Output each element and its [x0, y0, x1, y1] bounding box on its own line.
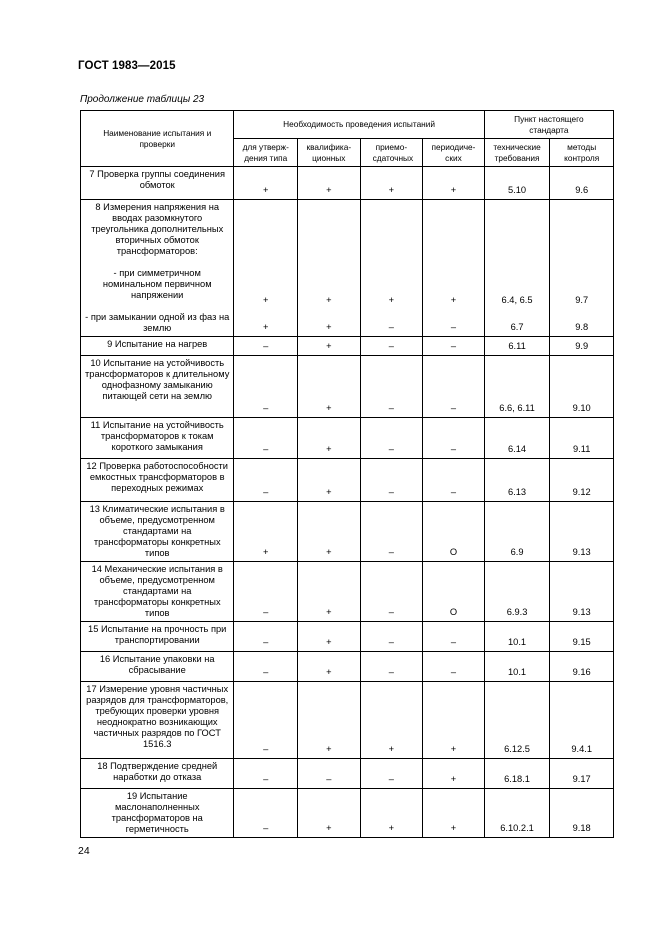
- tech-req-clause: 10.1: [484, 622, 550, 652]
- mark-qualification: –: [298, 759, 361, 789]
- mark-periodic: [423, 200, 485, 337]
- test-name: 13 Климатические испытания в объеме, предусмотренном стандартами на трансформаторы конкретных типов: [81, 502, 234, 562]
- page-number: 24: [78, 845, 90, 857]
- test-method-clause: 9.16: [550, 652, 614, 682]
- mark-type-approval: –: [234, 459, 298, 502]
- mark-periodic: –: [423, 337, 485, 356]
- test-name: 17 Измерение уровня частичных разрядов для трансформаторов, требующих проверки уровня неоднократно возникающих частичных разрядов по ГОСТ 1516.3: [81, 682, 234, 759]
- subitem-mark: –: [388, 322, 394, 332]
- mark-periodic: О: [423, 502, 485, 562]
- mark-type-approval: –: [234, 759, 298, 789]
- test-method-clause: [550, 200, 614, 337]
- document-code: ГОСТ 1983—2015: [78, 60, 176, 72]
- mark-periodic: –: [423, 622, 485, 652]
- test-name: 18 Подтверждение средней наработки до отказа: [81, 759, 234, 789]
- column-header-type-approval: для утверж-дения типа: [234, 139, 298, 167]
- table-row: [81, 682, 614, 759]
- mark-type-approval: –: [234, 418, 298, 459]
- mark-qualification: +: [298, 789, 361, 838]
- tech-req-clause: 6.11: [484, 337, 550, 356]
- test-method-clause: 9.18: [550, 789, 614, 838]
- table-row: [81, 562, 614, 622]
- test-name: [81, 200, 234, 337]
- tech-req-clause: 6.13: [484, 459, 550, 502]
- test-name: 7 Проверка группы соединения обмоток: [81, 167, 234, 200]
- mark-acceptance: +: [360, 167, 423, 200]
- mark-qualification: +: [298, 652, 361, 682]
- tech-req-clause: 10.1: [484, 652, 550, 682]
- mark-periodic: –: [423, 652, 485, 682]
- test-method-clause: 9.4.1: [550, 682, 614, 759]
- mark-periodic: +: [423, 167, 485, 200]
- subitem-clause: 6.7: [510, 322, 524, 332]
- mark-acceptance: –: [360, 337, 423, 356]
- tech-req-clause: 6.12.5: [484, 682, 550, 759]
- test-method-clause: 9.9: [550, 337, 614, 356]
- mark-type-approval: –: [234, 562, 298, 622]
- test-subitem-name: - при симметричном номинальном первичном напряжении: [102, 268, 212, 300]
- mark-qualification: +: [298, 418, 361, 459]
- test-subitem-name: - при замыкании одной из фаз на землю: [85, 312, 230, 333]
- mark-periodic: О: [423, 562, 485, 622]
- mark-acceptance: –: [360, 759, 423, 789]
- mark-acceptance: [360, 200, 423, 337]
- column-header-acceptance: приемо-сдаточных: [360, 139, 423, 167]
- test-method-clause: 9.11: [550, 418, 614, 459]
- test-method-clause: 9.13: [550, 562, 614, 622]
- mark-periodic: +: [423, 759, 485, 789]
- table-row: [81, 418, 614, 459]
- mark-qualification: +: [298, 682, 361, 759]
- mark-periodic: –: [423, 459, 485, 502]
- tech-req-clause: 6.10.2.1: [484, 789, 550, 838]
- subitem-mark: +: [262, 295, 269, 305]
- mark-acceptance: +: [360, 682, 423, 759]
- mark-periodic: +: [423, 682, 485, 759]
- mark-qualification: +: [298, 622, 361, 652]
- mark-type-approval: [234, 200, 298, 337]
- subitem-clause: 6.4, 6.5: [501, 295, 533, 305]
- test-name: 11 Испытание на устойчивость трансформаторов к токам короткого замыкания: [81, 418, 234, 459]
- table-row: [81, 356, 614, 418]
- mark-periodic: +: [423, 789, 485, 838]
- tech-req-clause: 6.6, 6.11: [484, 356, 550, 418]
- table-row: [81, 337, 614, 356]
- subitem-mark: –: [450, 322, 457, 332]
- column-header-test-methods: методы контроля: [550, 139, 614, 167]
- test-name: 9 Испытание на нагрев: [81, 337, 234, 356]
- mark-acceptance: –: [360, 418, 423, 459]
- test-name: 12 Проверка работоспособности емкостных трансформаторов в переходных режимах: [81, 459, 234, 502]
- test-name: 16 Испытание упаковки на сбрасывание: [81, 652, 234, 682]
- test-method-clause: 9.15: [550, 622, 614, 652]
- column-header-name: Наименование испытания и проверки: [81, 111, 234, 167]
- mark-qualification: +: [298, 562, 361, 622]
- tech-req-clause: 6.9: [484, 502, 550, 562]
- column-header-qualification: квалифика-ционных: [298, 139, 361, 167]
- test-method-clause: 9.6: [550, 167, 614, 200]
- tests-table: [80, 110, 614, 838]
- test-name: 10 Испытание на устойчивость трансформаторов к длительному однофазному замыканию питающей сети на землю: [81, 356, 234, 418]
- table-header: [81, 111, 614, 167]
- test-method-clause: 9.17: [550, 759, 614, 789]
- mark-type-approval: +: [234, 502, 298, 562]
- mark-qualification: [298, 200, 361, 337]
- subitem-mark: +: [326, 322, 332, 332]
- subitem-mark: +: [326, 295, 332, 305]
- table-row: [81, 622, 614, 652]
- mark-acceptance: +: [360, 789, 423, 838]
- mark-qualification: +: [298, 337, 361, 356]
- table-row: [81, 167, 614, 200]
- mark-qualification: +: [298, 356, 361, 418]
- table-row: [81, 789, 614, 838]
- tech-req-clause: 6.18.1: [484, 759, 550, 789]
- table-row: [81, 459, 614, 502]
- test-name: 15 Испытание на прочность при транспортировании: [81, 622, 234, 652]
- subitem-clause: 9.8: [575, 322, 589, 332]
- mark-type-approval: –: [234, 789, 298, 838]
- mark-periodic: –: [423, 356, 485, 418]
- mark-type-approval: +: [234, 167, 298, 200]
- test-name: 19 Испытание маслонаполненных трансформаторов на герметичность: [81, 789, 234, 838]
- column-header-tech-req: технические требования: [484, 139, 550, 167]
- mark-type-approval: –: [234, 652, 298, 682]
- tech-req-clause: 6.9.3: [484, 562, 550, 622]
- subitem-clause: 9.7: [575, 295, 589, 305]
- test-name: 14 Механические испытания в объеме, предусмотренном стандартами на трансформаторы конкретных типов: [81, 562, 234, 622]
- table-row: [81, 759, 614, 789]
- mark-qualification: +: [298, 502, 361, 562]
- tech-req-clause: 5.10: [484, 167, 550, 200]
- mark-acceptance: –: [360, 502, 423, 562]
- table-row: [81, 652, 614, 682]
- mark-acceptance: –: [360, 652, 423, 682]
- mark-qualification: +: [298, 459, 361, 502]
- subitem-mark: +: [262, 322, 269, 332]
- subitem-mark: +: [450, 295, 457, 305]
- test-name-main: 8 Измерения напряжения на вводах разомкнутого треугольника дополнительных вторичных обмоток трансформаторов:: [91, 202, 224, 256]
- mark-acceptance: –: [360, 562, 423, 622]
- mark-qualification: +: [298, 167, 361, 200]
- mark-type-approval: –: [234, 356, 298, 418]
- table-row: [81, 200, 614, 337]
- mark-type-approval: –: [234, 337, 298, 356]
- mark-type-approval: –: [234, 622, 298, 652]
- mark-acceptance: –: [360, 622, 423, 652]
- tech-req-clause: [484, 200, 550, 337]
- column-group-clause: Пункт настоящего стандарта: [484, 111, 613, 139]
- subitem-mark: +: [388, 295, 395, 305]
- column-header-periodic: периодиче-ских: [423, 139, 485, 167]
- table-caption: Продолжение таблицы 23: [80, 94, 205, 105]
- column-group-necessity: Необходимость проведения испытаний: [234, 111, 484, 139]
- mark-acceptance: –: [360, 459, 423, 502]
- mark-periodic: –: [423, 418, 485, 459]
- mark-type-approval: –: [234, 682, 298, 759]
- table-row: [81, 502, 614, 562]
- test-method-clause: 9.13: [550, 502, 614, 562]
- test-method-clause: 9.12: [550, 459, 614, 502]
- tech-req-clause: 6.14: [484, 418, 550, 459]
- mark-acceptance: –: [360, 356, 423, 418]
- test-method-clause: 9.10: [550, 356, 614, 418]
